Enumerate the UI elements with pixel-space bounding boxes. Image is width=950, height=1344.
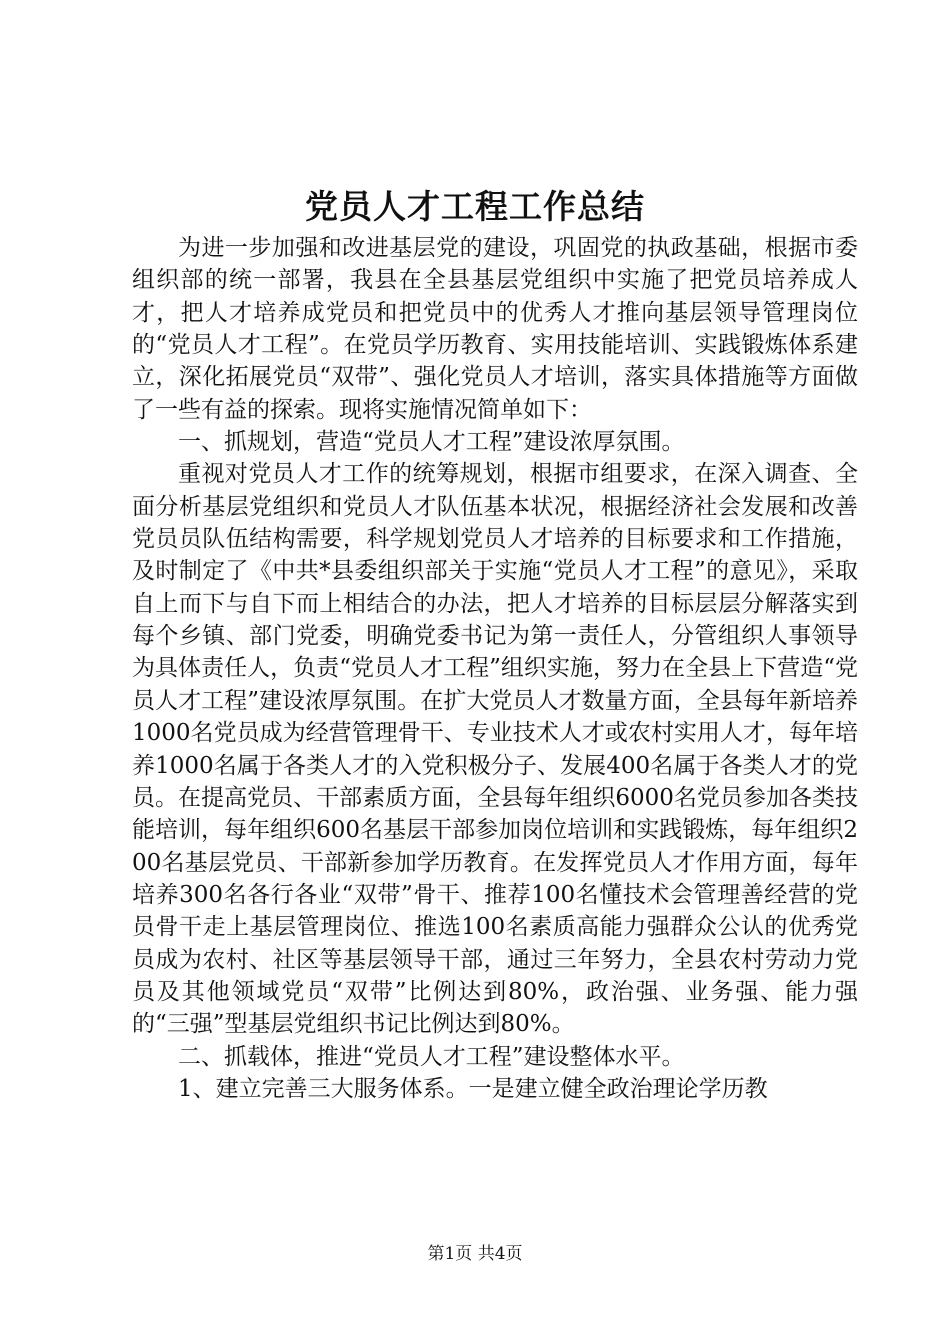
page-number-footer: 第1页 共4页 [427,1244,523,1264]
document-body [132,232,858,1105]
document-title: 党员人才工程工作总结 [305,187,645,226]
section-heading-1: 一、抓规划，营造“党员人才工程”建设浓厚氛围。 [178,429,685,456]
paragraph-intro: 为进一步加强和改进基层党的建设，巩固党的执政基础，根据市委组织部的统一部署，我县在全县基层党组织中实施了把党员培养成人才，把人才培养成党员和把党员中的优秀人才推向基层领导管理岗位的“党员人才工程”。在党员学历教育、实用技能培训、实践锻炼体系建立，深化拓展党员“双带”、强化党员人才培训，落实具体措施等方面做了一些有益的探索。现将实施情况简单如下： [132,235,858,423]
section-heading-2: 二、抓载体，推进“党员人才工程”建设整体水平。 [178,1043,685,1070]
paragraph-section-2-item-1: 1、建立完善三大服务体系。一是建立健全政治理论学历教 [178,1075,768,1102]
paragraph-section-1: 重视对党员人才工作的统筹规划，根据市组要求，在深入调查、全面分析基层党组织和党员人才队伍基本状况，根据经济社会发展和改善党员员队伍结构需要，科学规划党员人才培养的目标要求和工作措施，及时制定了《中共*县委组织部关于实施“党员人才工程”的意见》，采取自上而下与自下而上相结合的办法，把人才培养的目标层层分解落实到每个乡镇、部门党委，明确党委书记为第一责任人，分管组织人事领导为具体责任人，负责“党员人才工程”组织实施，努力在全县上下营造“党员人才工程”建设浓厚氛围。在扩大党员人才数量方面，全县每年新培养1000名党员成为经营管理骨干、专业技术人才或农村实用人才，每年培养1000名属于各类人才的入党积极分子、发展400名属于各类人才的党员。在提高党员、干部素质方面，全县每年组织6000名党员参加各类技能培训，每年组织600名基层干部参加岗位培训和实践锻炼，每年组织200名基层党员、干部新参加学历教育。在发挥党员人才作用方面，每年培养300名各行各业“双带”骨干、推荐100名懂技术会管理善经营的党员骨干走上基层管理岗位、推选100名素质高能力强群众公认的优秀党员成为农村、社区等基层领导干部，通过三年努力，全县农村劳动力党员及其他领域党员“双带”比例达到80%，政治强、业务强、能力强的“三强”型基层党组织书记比例达到80%。 [132,461,858,1038]
